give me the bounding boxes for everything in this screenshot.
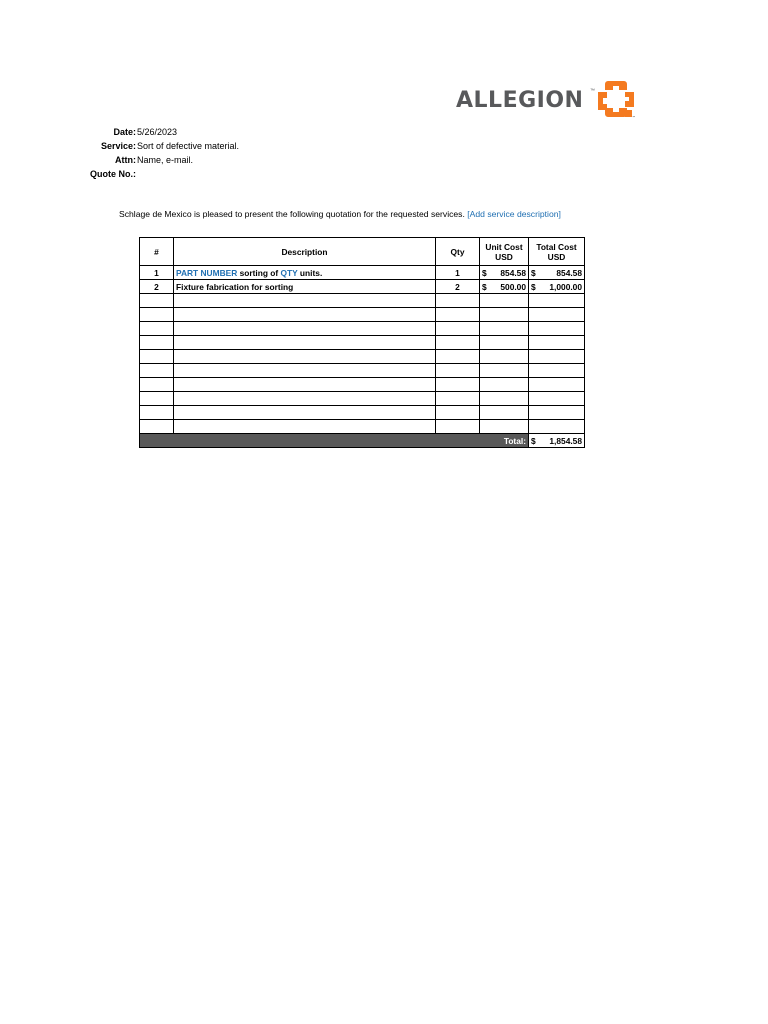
row-description[interactable] <box>174 364 436 378</box>
row-total-cost[interactable] <box>529 364 585 378</box>
unit-cost-value: 854.58 <box>500 267 526 278</box>
header-description: Description <box>174 238 436 266</box>
row-description[interactable] <box>174 420 436 434</box>
row-total-cost[interactable] <box>529 350 585 364</box>
allegion-logo <box>456 78 646 120</box>
logo-text: ALLEGION <box>456 88 584 113</box>
row-description[interactable] <box>174 294 436 308</box>
header-qty: Qty <box>436 238 480 266</box>
intro-sentence <box>119 209 561 219</box>
table-row <box>140 266 585 280</box>
row-unit-cost <box>480 266 529 280</box>
total-cost-value: 854.58 <box>556 267 582 278</box>
attn-value: Name, e-mail. <box>137 155 194 165</box>
row-total-cost[interactable] <box>529 308 585 322</box>
row-num[interactable] <box>140 420 174 434</box>
header-unit-cost: Unit Cost USD <box>480 238 529 266</box>
row-qty[interactable] <box>436 406 480 420</box>
empty-table-row <box>140 378 585 392</box>
currency-symbol: $ <box>531 435 536 446</box>
qty-placeholder: QTY <box>280 267 298 278</box>
row-num: 1 <box>140 266 174 280</box>
row-qty[interactable] <box>436 392 480 406</box>
row-description[interactable]: Fixture fabrication for sorting <box>174 280 436 294</box>
row-total-cost <box>529 266 585 280</box>
row-total-cost[interactable] <box>529 378 585 392</box>
row-qty[interactable] <box>436 378 480 392</box>
service-value: Sort of defective material. <box>137 141 240 151</box>
row-unit-cost[interactable] <box>480 364 529 378</box>
total-row <box>140 434 585 448</box>
date-value: 5/26/2023 <box>137 127 178 137</box>
currency-symbol: $ <box>482 267 487 278</box>
empty-table-row <box>140 322 585 336</box>
row-num: 2 <box>140 280 174 294</box>
header-num: # <box>140 238 174 266</box>
svg-text:™: ™ <box>632 115 636 119</box>
logo-trademark: ™ <box>590 88 595 94</box>
row-total-cost[interactable] <box>529 336 585 350</box>
empty-table-row <box>140 294 585 308</box>
intro-text: Schlage de Mexico is pleased to present the following quotation for the requested services. <box>119 209 465 219</box>
row-unit-cost <box>480 280 529 294</box>
row-description[interactable] <box>174 378 436 392</box>
desc-text-end: units. <box>297 267 323 278</box>
row-qty: 1 <box>436 266 480 280</box>
quote-label: Quote No.: <box>90 169 136 179</box>
row-total-cost[interactable] <box>529 392 585 406</box>
unit-cost-value: 500.00 <box>500 281 526 292</box>
row-num[interactable] <box>140 308 174 322</box>
row-total-cost[interactable] <box>529 294 585 308</box>
add-service-description-link[interactable]: [Add service description] <box>467 209 561 219</box>
row-unit-cost[interactable] <box>480 420 529 434</box>
row-qty[interactable] <box>436 294 480 308</box>
row-num[interactable] <box>140 406 174 420</box>
part-number-placeholder: PART NUMBER <box>176 267 238 278</box>
currency-symbol: $ <box>482 281 487 292</box>
empty-table-row <box>140 364 585 378</box>
table-row <box>140 280 585 294</box>
empty-table-row <box>140 406 585 420</box>
row-total-cost[interactable] <box>529 322 585 336</box>
row-description[interactable] <box>174 392 436 406</box>
row-qty: 2 <box>436 280 480 294</box>
row-num[interactable] <box>140 350 174 364</box>
currency-symbol: $ <box>531 267 536 278</box>
row-num[interactable] <box>140 322 174 336</box>
row-description[interactable] <box>174 406 436 420</box>
row-qty[interactable] <box>436 350 480 364</box>
row-unit-cost[interactable] <box>480 392 529 406</box>
empty-table-row <box>140 392 585 406</box>
row-num[interactable] <box>140 364 174 378</box>
row-unit-cost[interactable] <box>480 350 529 364</box>
quotation-table <box>139 237 585 448</box>
row-description[interactable] <box>174 350 436 364</box>
row-qty[interactable] <box>436 336 480 350</box>
row-unit-cost[interactable] <box>480 322 529 336</box>
currency-symbol: $ <box>531 281 536 292</box>
row-unit-cost[interactable] <box>480 294 529 308</box>
header-total-cost: Total Cost USD <box>529 238 585 266</box>
row-qty[interactable] <box>436 308 480 322</box>
desc-text: sorting of <box>237 267 281 278</box>
row-unit-cost[interactable] <box>480 406 529 420</box>
row-description[interactable] <box>174 266 436 280</box>
row-unit-cost[interactable] <box>480 336 529 350</box>
empty-table-row <box>140 336 585 350</box>
grand-total <box>529 434 585 448</box>
row-total-cost <box>529 280 585 294</box>
attn-label: Attn: <box>115 155 136 165</box>
row-unit-cost[interactable] <box>480 308 529 322</box>
total-label: Total: <box>140 434 529 448</box>
table-header-row <box>140 238 585 266</box>
row-description[interactable] <box>174 308 436 322</box>
grand-total-value: 1,854.58 <box>549 435 582 446</box>
total-cost-value: 1,000.00 <box>549 281 582 292</box>
row-num[interactable] <box>140 392 174 406</box>
row-total-cost[interactable] <box>529 420 585 434</box>
row-qty[interactable] <box>436 322 480 336</box>
row-qty[interactable] <box>436 420 480 434</box>
row-num[interactable] <box>140 378 174 392</box>
allegion-mark-icon <box>596 79 636 119</box>
quote-info <box>56 125 356 185</box>
row-description[interactable] <box>174 322 436 336</box>
date-label: Date: <box>113 127 136 137</box>
row-num[interactable] <box>140 336 174 350</box>
service-label: Service: <box>100 141 136 151</box>
row-description[interactable] <box>174 336 436 350</box>
empty-table-row <box>140 350 585 364</box>
row-unit-cost[interactable] <box>480 378 529 392</box>
row-qty[interactable] <box>436 364 480 378</box>
empty-table-row <box>140 420 585 434</box>
row-num[interactable] <box>140 294 174 308</box>
row-total-cost[interactable] <box>529 406 585 420</box>
empty-table-row <box>140 308 585 322</box>
